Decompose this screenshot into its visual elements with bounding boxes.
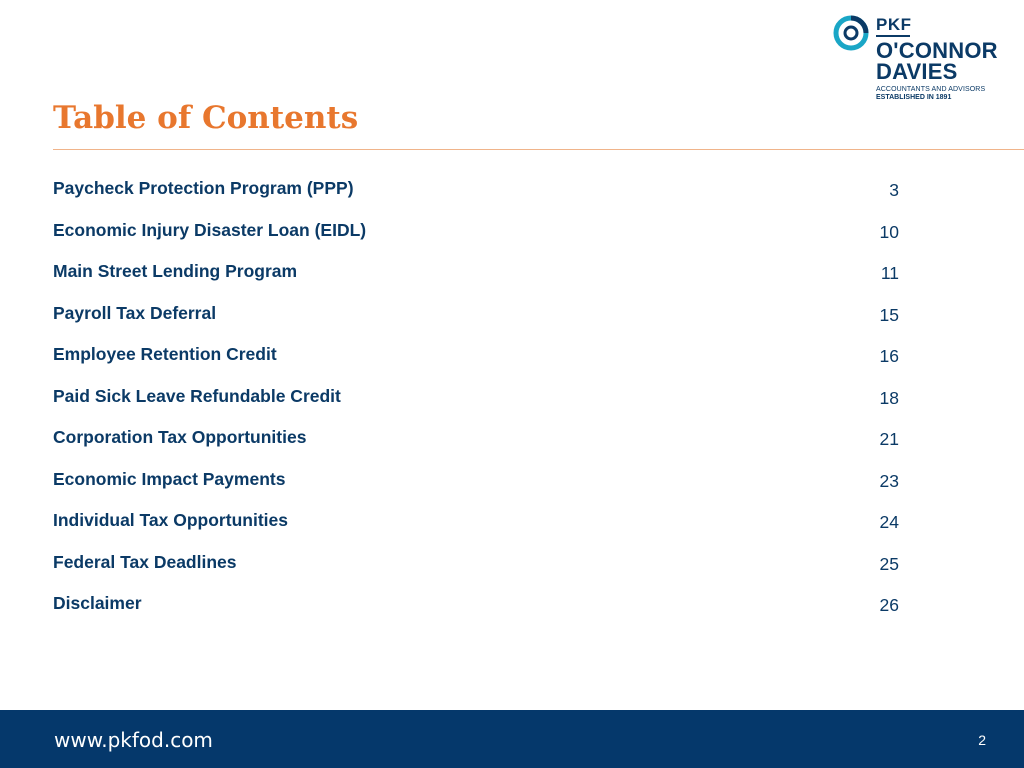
toc-entry[interactable] xyxy=(53,172,899,214)
toc-entry-label: Payroll Tax Deferral xyxy=(53,302,217,323)
company-logo xyxy=(832,14,1012,104)
toc-entry-page: 10 xyxy=(879,221,899,242)
toc-entry-page: 15 xyxy=(879,304,899,325)
toc-entry[interactable] xyxy=(53,380,899,422)
toc-entry-label: Paid Sick Leave Refundable Credit xyxy=(53,385,341,406)
title-divider xyxy=(53,149,1024,150)
toc-entry-label: Main Street Lending Program xyxy=(53,261,298,281)
toc-entry-page: 25 xyxy=(879,553,899,574)
logo-name-line2: DAVIES xyxy=(876,59,958,84)
toc-entry-page: 16 xyxy=(879,346,899,366)
toc-entry-page: 26 xyxy=(879,595,899,615)
toc-entry[interactable] xyxy=(53,255,899,297)
footer-website-link[interactable]: www.pkfod.com xyxy=(54,728,213,752)
toc-entry-page: 23 xyxy=(879,470,899,491)
logo-tagline: ACCOUNTANTS AND ADVISORS xyxy=(876,86,986,93)
toc-entry-label: Paycheck Protection Program (PPP) xyxy=(53,178,354,198)
logo-name-line1: O'CONNOR xyxy=(876,38,998,63)
slide-number: 2 xyxy=(978,732,986,748)
toc-entry-label: Corporation Tax Opportunities xyxy=(53,427,307,447)
toc-entry-label: Disclaimer xyxy=(53,593,142,613)
toc-entry-label: Employee Retention Credit xyxy=(53,344,277,364)
toc-entry[interactable] xyxy=(53,463,899,505)
toc-entry[interactable] xyxy=(53,297,899,339)
logo-rule xyxy=(876,35,910,37)
toc-entry[interactable] xyxy=(53,338,899,380)
footer-bar xyxy=(0,710,1024,768)
logo-wordmark xyxy=(876,14,998,102)
toc-entry-page: 24 xyxy=(879,512,899,532)
toc-entry[interactable] xyxy=(53,546,899,588)
logo-ring-icon xyxy=(832,14,872,54)
toc-entry-page: 21 xyxy=(879,429,899,449)
logo-established: ESTABLISHED IN 1891 xyxy=(876,94,952,101)
toc-entry-label: Economic Injury Disaster Loan (EIDL) xyxy=(53,219,367,240)
toc-entry-page: 3 xyxy=(889,180,899,200)
toc-entry-page: 11 xyxy=(880,263,899,283)
toc-entry-page: 18 xyxy=(879,387,899,408)
logo-pkf: PKF xyxy=(876,15,912,34)
toc-entry-label: Individual Tax Opportunities xyxy=(53,510,288,530)
table-of-contents xyxy=(53,172,899,629)
toc-entry[interactable] xyxy=(53,587,899,629)
toc-entry-label: Economic Impact Payments xyxy=(53,468,286,489)
toc-entry[interactable] xyxy=(53,214,899,256)
toc-entry[interactable] xyxy=(53,421,899,463)
page-title: Table of Contents xyxy=(53,100,359,136)
toc-entry[interactable] xyxy=(53,504,899,546)
toc-entry-label: Federal Tax Deadlines xyxy=(53,551,237,572)
